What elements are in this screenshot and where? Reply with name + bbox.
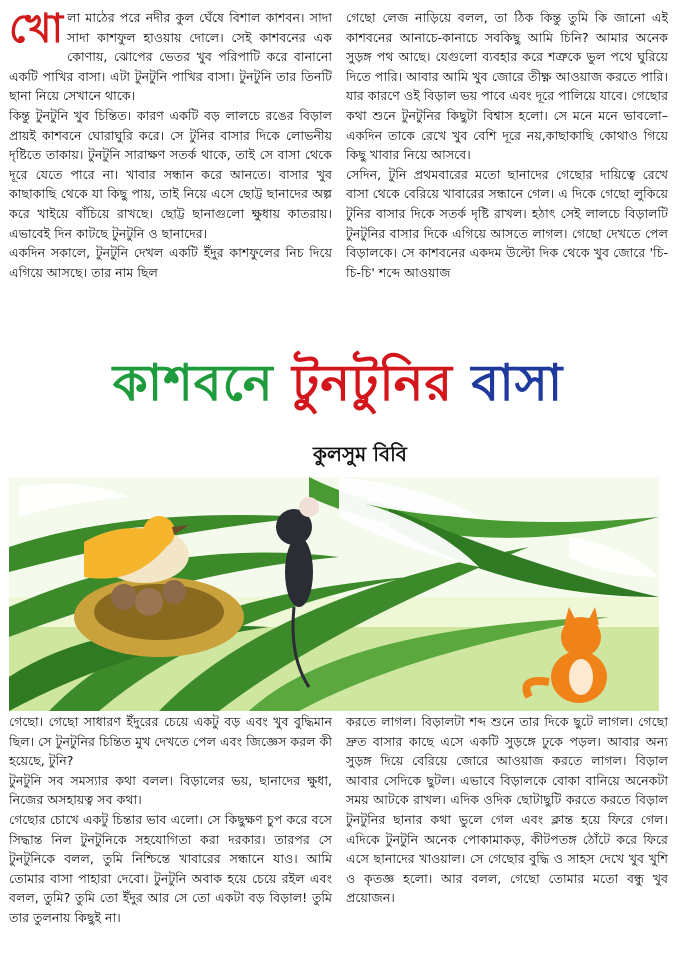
- kashbon-scene-illustration: [9, 477, 659, 711]
- paragraph: টুনটুনি সব সমস্যার কথা বলল। বিড়ালের ভয়, ছানাদের ক্ষুধা, নিজের অসহায়ত্ব সব কথা।: [9, 772, 332, 808]
- story-illustration: [9, 477, 659, 711]
- paragraph: সেদিন, টুনি প্রথমবারের মতো ছানাদের গেছোর দায়িত্বে রেখে বাসা থেকে বেরিয়ে খাবারের সন্ধানে গেল। এ দিকে গেছো লুকিয়ে টুনির বাসার দিকে সতর্ক দৃষ্টি রাখল। হঠাৎ সেই লালচে বিড়ালটি টুনটুনির বাসার দিকে এগিয়ে আসতে লাগল। গেছো দেখতে পেল বিড়ালকে। সে কাশবনের একদম উল্টো দিক থেকে খুব জোরে 'চি-চি-চি' শব্দে আওয়াজ: [346, 166, 668, 280]
- title-word-3: বাসা: [471, 354, 564, 412]
- text-column-top-left: [9, 8, 332, 338]
- drop-cap: খো: [9, 8, 64, 52]
- title-word-2: টুনটুনির: [291, 354, 453, 412]
- text-column-top-right: [346, 8, 668, 338]
- title-word-1: কাশবনে: [112, 354, 274, 412]
- paragraph: একদিন সকালে, টুনটুনি দেখল একটি ইঁদুর কাশফুলের নিচ দিয়ে এগিয়ে আসছে। তার নাম ছিল: [9, 245, 332, 280]
- story-title: [0, 352, 676, 414]
- author-name: কুলসুম বিবি: [313, 442, 407, 466]
- paragraph: গেছো। গেছো সাধারণ ইঁদুরের চেয়ে একটু বড় এবং খুব বুদ্ধিমান ছিল। সে টুনটুনির চিন্তিত মুখ দেখতে পেল এবং জিজ্ঞেস করল কী হয়েছে, টুনি?: [9, 714, 332, 769]
- text-column-bottom-right: [346, 712, 668, 967]
- paragraph: কিন্তু টুনটুনি খুব চিন্তিত। কারণ একটি বড় লালচে রঙের বিড়াল প্রায়ই কাশবনে ঘোরাঘুরি করে। সে টুনির বাসার দিকে লোভনীয় দৃষ্টিতে তাকায়। টুনটুনি সারাক্ষণ সতর্ক থাকে, তাই সে বাসা থেকে দূরে যেতে পারে না। খাবার সন্ধান করে আনতে। বাসার খুব কাছাকাছি থেকে যা কিছু পায়, তাই নিয়ে এসে ছোট্ট ছানাদের অল্প করে খাইয়ে বাঁচিয়ে রাখছে। ছোট্ট ছানাগুলো ক্ষুধায় কাতরায়। এভাবেই দিন কাটছে টুনটুনি ও ছানাদের।: [9, 107, 332, 241]
- paragraph: গেছো লেজ নাড়িয়ে বলল, তা ঠিক কিন্তু তুমি কি জানো এই কাশবনের আনাচে-কানাচে সবকিছু আমি চিনি? আমার অনেক সুড়ঙ্গ পথ আছে। যেগুলো ব্যবহার করে শত্রুকে ভুল পথে ঘুরিয়ে দিতে পারি। আবার আমি খুব জোরে তীক্ষ্ণ আওয়াজ করতে পারি। যার কারণে ওই বিড়াল ভয় পাবে এবং দূরে পালিয়ে যাবে। গেছোর কথা শুনে টুনটুনির কিছুটা বিশ্বাস হলো। সে মনে মনে ভাবলো– একদিন তাকে রেখে খুব বেশি দূরে নয়,কাছাকাছি কোথাও গিয়ে কিছু খাবার নিয়ে আসবে।: [346, 10, 668, 163]
- paragraph: করতে লাগল। বিড়ালটা শব্দ শুনে তার দিকে ছুটে লাগল। গেছো দ্রুত বাসার কাছে এসে একটি সুড়ঙ্গে ঢুকে পড়ল। আবার অন্য সুড়ঙ্গ দিয়ে বেরিয়ে জোরে আওয়াজ করতে লাগল। বিড়াল আবার সেদিকে ছুটল। এভাবে বিড়ালকে বোকা বানিয়ে অনেকটা সময় আটকে রাখল। এদিক ওদিক ছোটাছুটি করতে করতে বিড়াল টুনটুনির ছানার কথা ভুলে গেল এবং ক্লান্ত হয়ে ফিরে গেল। এদিকে টুনটুনি অনেক পোকামাকড়, কীটপতঙ্গ ঠোঁটে করে ফিরে এসে ছানাদের খাওয়াল। সে গেছোর বুদ্ধি ও সাহস দেখে খুব খুশি ও কৃতজ্ঞ হলো। আর বলল, গেছো তোমার মতো বন্ধু খুব প্রয়োজন।: [346, 714, 668, 906]
- paragraph: লা মাঠের পরে নদীর কুল ঘেঁষে বিশাল কাশবন। সাদা সাদা কাশফুল হাওয়ায় দোলে। সেই কাশবনের এক কোণায়, ঝোপের ভেতর খুব পরিপাটি করে বানানো একটি পাখির বাসা। এটা টুনটুনি পাখির বাসা। টুনটুনি তার তিনটি ছানা নিয়ে সেখানে থাকে।: [9, 10, 332, 104]
- paragraph: গেছোর চোখে একটু চিন্তার ভাব এলো। সে কিছুক্ষণ চুপ করে বসে সিদ্ধান্ত নিল টুনটুনিকে সহযোগিতা করা দরকার। তারপর সে টুনটুনিকে বলল, তুমি নিশ্চিন্তে খাবারের সন্ধানে যাও। আমি তোমার বাসা পাহারা দেবো। টুনটুনি অবাক হয়ে চেয়ে রইল এবং বলল, তুমি? তুমি তো ইঁদুর আর সে তো একটা বড় বিড়াল! তুমি তার তুলনায় কিছুই না।: [9, 811, 332, 925]
- text-column-bottom-left: [9, 712, 332, 967]
